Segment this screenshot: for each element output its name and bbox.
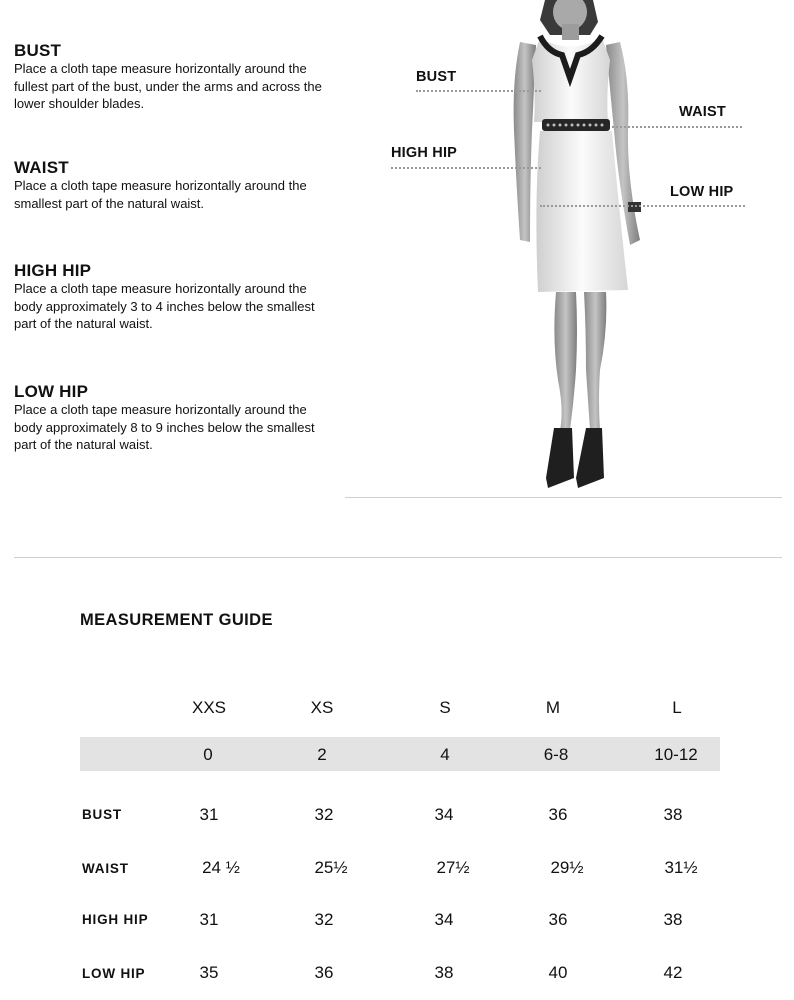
instruction-text: Place a cloth tape measure horizontally around the body approximately 8 to 9 inches below the smallest part of the natural waist. xyxy=(14,402,315,452)
table-cell: 38 xyxy=(663,910,683,929)
table-cell: 34 xyxy=(434,910,454,929)
high-hip-guide-line xyxy=(391,167,541,169)
table-cell: 24 ½ xyxy=(202,858,240,877)
guide-title: MEASUREMENT GUIDE xyxy=(80,611,273,629)
instruction-bust xyxy=(14,41,344,113)
size-header: M xyxy=(545,698,561,717)
instruction-title: LOW HIP xyxy=(14,382,89,401)
instruction-high-hip xyxy=(14,261,344,333)
table-cell: 35 xyxy=(199,963,219,982)
instruction-low-hip xyxy=(14,382,344,454)
figure-label-low-hip: LOW HIP xyxy=(670,184,734,200)
figure-label-waist: WAIST xyxy=(679,104,726,120)
section-divider xyxy=(14,557,782,558)
table-cell: 36 xyxy=(314,963,334,982)
size-number: 0 xyxy=(203,745,213,764)
waist-guide-line xyxy=(612,126,742,128)
size-header: XS xyxy=(310,698,334,717)
table-cell: 40 xyxy=(548,963,568,982)
size-header: L xyxy=(672,698,682,717)
table-cell: 36 xyxy=(548,805,568,824)
table-cell: 25½ xyxy=(314,858,348,877)
table-cell: 42 xyxy=(663,963,683,982)
size-header: XXS xyxy=(191,698,227,717)
model-figure xyxy=(490,0,670,495)
table-cell: 32 xyxy=(314,910,334,929)
instruction-text: Place a cloth tape measure horizontally around the body approximately 3 to 4 inches below the smallest part of the natural waist. xyxy=(14,281,315,331)
table-cell: 36 xyxy=(548,910,568,929)
table-cell: 38 xyxy=(434,963,454,982)
instruction-title: BUST xyxy=(14,41,62,60)
table-cell: 31½ xyxy=(664,858,698,877)
figure-floor-divider xyxy=(345,497,782,498)
table-cell: 29½ xyxy=(550,858,584,877)
size-number: 2 xyxy=(317,745,327,764)
instruction-title: WAIST xyxy=(14,158,69,177)
figure-label-high-hip: HIGH HIP xyxy=(391,145,458,161)
table-cell: 27½ xyxy=(436,858,470,877)
row-label-bust: BUST xyxy=(82,807,122,822)
row-label-waist: WAIST xyxy=(82,861,129,876)
bust-guide-line xyxy=(416,90,541,92)
instruction-text: Place a cloth tape measure horizontally around the smallest part of the natural waist. xyxy=(14,178,307,211)
instruction-text: Place a cloth tape measure horizontally around the fullest part of the bust, under the arms and across the lower shoulder blades. xyxy=(14,61,322,111)
figure-label-bust: BUST xyxy=(416,69,457,85)
table-cell: 31 xyxy=(199,910,219,929)
row-label-low-hip: LOW HIP xyxy=(82,966,146,981)
instruction-title: HIGH HIP xyxy=(14,261,92,280)
size-number: 10-12 xyxy=(654,745,698,764)
low-hip-guide-line xyxy=(540,205,745,207)
size-number: 4 xyxy=(440,745,450,764)
row-label-high-hip: HIGH HIP xyxy=(82,912,149,927)
size-header: S xyxy=(439,698,451,717)
table-cell: 38 xyxy=(663,805,683,824)
instruction-waist xyxy=(14,158,344,212)
table-cell: 31 xyxy=(199,805,219,824)
table-cell: 34 xyxy=(434,805,454,824)
table-cell: 32 xyxy=(314,805,334,824)
size-number: 6-8 xyxy=(543,745,569,764)
